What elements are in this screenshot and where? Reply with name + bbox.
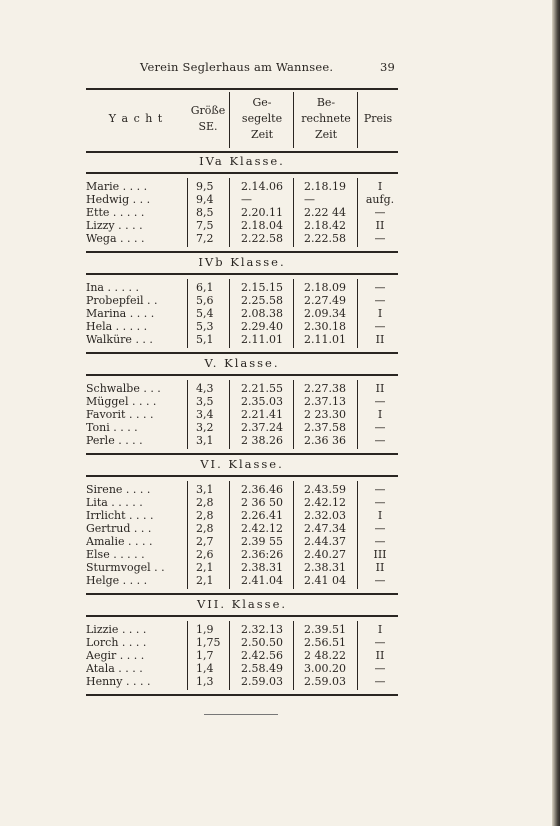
prize: — — [374, 496, 386, 509]
sailed-time: 2.20.11 — [241, 206, 283, 219]
calculated-time: 2.40.27 — [304, 548, 346, 561]
prize: — — [374, 206, 386, 219]
table-row — [86, 307, 398, 320]
yacht-name: Irrlicht . . . . — [86, 509, 154, 522]
class-top-rule — [86, 615, 398, 617]
sailed-time: 2.18.04 — [241, 219, 283, 232]
table-row — [86, 561, 398, 574]
prize: — — [374, 395, 386, 408]
page-number: 39 — [380, 60, 396, 74]
calculated-time: 2.39.51 — [304, 623, 346, 636]
yacht-size: 9,4 — [196, 193, 214, 206]
yacht-name: Marina . . . . — [86, 307, 155, 320]
table-row — [86, 219, 398, 232]
column-divider — [357, 178, 358, 247]
header-sailed-line1: Ge- — [252, 96, 272, 109]
header-size-line2: SE. — [198, 120, 218, 133]
yacht-name: Amalie . . . . — [86, 535, 153, 548]
class-top-rule — [86, 172, 398, 174]
yacht-name: Toni . . . . — [86, 421, 138, 434]
prize: — — [374, 535, 386, 548]
yacht-size: 5,1 — [196, 333, 214, 346]
prize: III — [373, 548, 387, 561]
column-divider — [229, 279, 230, 348]
yacht-size: 7,2 — [196, 232, 214, 245]
column-divider — [187, 621, 188, 690]
table-row — [86, 320, 398, 333]
column-divider — [229, 621, 230, 690]
yacht-size: 1,9 — [196, 623, 214, 636]
calculated-time: — — [304, 193, 315, 206]
prize: II — [375, 333, 385, 346]
yacht-size: 1,75 — [196, 636, 221, 649]
header-divider — [357, 92, 358, 148]
calculated-time: 2.32.03 — [304, 509, 346, 522]
prize: I — [377, 180, 383, 193]
prize: — — [374, 483, 386, 496]
prize: II — [375, 382, 385, 395]
yacht-size: 3,4 — [196, 408, 214, 421]
yacht-name: Walküre . . . — [86, 333, 153, 346]
yacht-name: Ette . . . . . — [86, 206, 145, 219]
table-row — [86, 522, 398, 535]
calculated-time: 2 48.22 — [304, 649, 346, 662]
class-heading: IVa Klasse. — [199, 154, 285, 168]
prize: — — [374, 662, 386, 675]
header-size-line1: Größe — [190, 104, 226, 117]
calculated-time: 2.36 36 — [304, 434, 346, 447]
yacht-size: 3,1 — [196, 434, 214, 447]
prize: — — [374, 636, 386, 649]
sailed-time: 2.29.40 — [241, 320, 283, 333]
calculated-time: 2.09.34 — [304, 307, 346, 320]
yacht-size: 1,4 — [196, 662, 214, 675]
header-sailed-line3: Zeit — [250, 128, 274, 141]
column-divider — [187, 279, 188, 348]
calculated-time: 2.47.34 — [304, 522, 346, 535]
table-row — [86, 548, 398, 561]
column-divider — [229, 481, 230, 589]
sailed-time: 2.50.50 — [241, 636, 283, 649]
table-row — [86, 675, 398, 688]
table-row — [86, 662, 398, 675]
table-row — [86, 408, 398, 421]
column-divider — [357, 481, 358, 589]
sailed-time: 2.38.31 — [241, 561, 283, 574]
column-divider — [293, 481, 294, 589]
sailed-time: 2.15.15 — [241, 281, 283, 294]
prize: — — [374, 434, 386, 447]
yacht-size: 2,8 — [196, 522, 214, 535]
running-title: Verein Seglerhaus am Wannsee. — [140, 60, 334, 74]
calculated-time: 2.42.12 — [304, 496, 346, 509]
table-row — [86, 421, 398, 434]
calculated-time: 2.22.58 — [304, 232, 346, 245]
calculated-time: 2.38.31 — [304, 561, 346, 574]
table-row — [86, 281, 398, 294]
column-divider — [293, 380, 294, 449]
yacht-name: Atala . . . . — [86, 662, 143, 675]
calculated-time: 2.11.01 — [304, 333, 346, 346]
header-calculated-line1: Be- — [316, 96, 336, 109]
header-sailed-time — [230, 88, 294, 150]
yacht-size: 2,1 — [196, 561, 214, 574]
sailed-time: 2.21.41 — [241, 408, 283, 421]
yacht-size: 4,3 — [196, 382, 214, 395]
prize: II — [375, 649, 385, 662]
column-divider — [229, 178, 230, 247]
sailed-time: 2.36.46 — [241, 483, 283, 496]
prize: I — [377, 623, 383, 636]
class-bottom-rule — [86, 453, 398, 455]
header-prize-label: Preis — [363, 112, 393, 125]
calculated-time: 2.27.38 — [304, 382, 346, 395]
table-row — [86, 180, 398, 193]
prize: I — [377, 509, 383, 522]
prize: aufg. — [365, 193, 395, 206]
column-divider — [293, 178, 294, 247]
header-prize — [358, 88, 398, 150]
calculated-time: 2.44.37 — [304, 535, 346, 548]
yacht-name: Perle . . . . — [86, 434, 143, 447]
yacht-name: Lorch . . . . — [86, 636, 147, 649]
yacht-size: 2,8 — [196, 496, 214, 509]
table-row — [86, 206, 398, 219]
class-bottom-rule — [86, 593, 398, 595]
sailed-time: 2.36:26 — [241, 548, 284, 561]
class-heading: VI. Klasse. — [200, 457, 284, 471]
prize: — — [374, 294, 386, 307]
yacht-size: 3,1 — [196, 483, 214, 496]
calculated-time: 2 23.30 — [304, 408, 346, 421]
calculated-time: 2.59.03 — [304, 675, 346, 688]
sailed-time: 2.59.03 — [241, 675, 283, 688]
yacht-name: Henny . . . . — [86, 675, 151, 688]
yacht-size: 5,4 — [196, 307, 214, 320]
table-row — [86, 395, 398, 408]
calculated-time: 2.18.19 — [304, 180, 346, 193]
yacht-name: Sturmvogel . . — [86, 561, 165, 574]
yacht-size: 2,7 — [196, 535, 214, 548]
sailed-time: 2.39 55 — [241, 535, 283, 548]
yacht-name: Lizzy . . . . — [86, 219, 143, 232]
yacht-size: 7,5 — [196, 219, 214, 232]
yacht-name: Wega . . . . — [86, 232, 145, 245]
sailed-time: 2.08.38 — [241, 307, 283, 320]
column-divider — [229, 380, 230, 449]
column-divider — [293, 279, 294, 348]
sailed-time: 2.37.24 — [241, 421, 283, 434]
sailed-time: 2 36 50 — [241, 496, 283, 509]
yacht-name: Schwalbe . . . — [86, 382, 161, 395]
yacht-name: Helge . . . . — [86, 574, 148, 587]
calculated-time: 2.37.58 — [304, 421, 346, 434]
yacht-size: 3,2 — [196, 421, 214, 434]
header-sailed-line2: segelte — [241, 112, 283, 125]
yacht-name: Else . . . . . — [86, 548, 145, 561]
header-divider — [229, 92, 230, 148]
prize: — — [374, 320, 386, 333]
sailed-time: 2.32.13 — [241, 623, 283, 636]
table-row — [86, 434, 398, 447]
table-row — [86, 636, 398, 649]
table-row — [86, 483, 398, 496]
yacht-name: Lizzie . . . . — [86, 623, 147, 636]
sailed-time: 2.11.01 — [241, 333, 283, 346]
yacht-size: 6,1 — [196, 281, 214, 294]
prize: — — [374, 281, 386, 294]
table-row — [86, 649, 398, 662]
calculated-time: 2.18.42 — [304, 219, 346, 232]
class-heading: V. Klasse. — [204, 356, 280, 370]
header-calculated-time — [294, 88, 358, 150]
yacht-name: Hela . . . . . — [86, 320, 148, 333]
column-divider — [187, 380, 188, 449]
calculated-time: 2.41 04 — [304, 574, 346, 587]
prize: — — [374, 232, 386, 245]
calculated-time: 2.30.18 — [304, 320, 346, 333]
class-top-rule — [86, 475, 398, 477]
calculated-time: 2.56.51 — [304, 636, 346, 649]
sailed-time: 2.14.06 — [241, 180, 283, 193]
header-yacht-label: Y a c h t — [108, 112, 164, 125]
prize: — — [374, 675, 386, 688]
header-bottom-rule — [86, 151, 398, 153]
yacht-name: Müggel . . . . — [86, 395, 157, 408]
class-heading: VII. Klasse. — [196, 597, 288, 611]
yacht-name: Favorit . . . . — [86, 408, 154, 421]
table-row — [86, 535, 398, 548]
class-top-rule — [86, 273, 398, 275]
calculated-time: 2.18.09 — [304, 281, 346, 294]
prize: — — [374, 421, 386, 434]
calculated-time: 2.43.59 — [304, 483, 346, 496]
header-calculated-line2: rechnete — [301, 112, 351, 125]
yacht-size: 8,5 — [196, 206, 214, 219]
class-heading: IVb Klasse. — [198, 255, 286, 269]
yacht-name: Ina . . . . . — [86, 281, 139, 294]
column-divider — [357, 279, 358, 348]
calculated-time: 2.22 44 — [304, 206, 346, 219]
yacht-size: 2,1 — [196, 574, 214, 587]
table-row — [86, 232, 398, 245]
table-row — [86, 294, 398, 307]
page-edge-shadow — [552, 0, 560, 826]
table-row — [86, 193, 398, 206]
sailed-time: 2.58.49 — [241, 662, 283, 675]
yacht-size: 5,3 — [196, 320, 214, 333]
table-row — [86, 574, 398, 587]
class-top-rule — [86, 374, 398, 376]
sailed-time: 2.35.03 — [241, 395, 283, 408]
yacht-size: 3,5 — [196, 395, 214, 408]
yacht-size: 2,6 — [196, 548, 214, 561]
sailed-time: 2 38.26 — [241, 434, 283, 447]
table-row — [86, 333, 398, 346]
class-bottom-rule — [86, 251, 398, 253]
yacht-size: 1,3 — [196, 675, 214, 688]
sailed-time: 2.26.41 — [241, 509, 283, 522]
header-divider — [293, 92, 294, 148]
sailed-time: 2.42.56 — [241, 649, 283, 662]
running-head — [0, 60, 552, 76]
prize: — — [374, 574, 386, 587]
sailed-time: 2.25.58 — [241, 294, 283, 307]
header-yacht — [86, 88, 186, 150]
sailed-time: 2.22.58 — [241, 232, 283, 245]
calculated-time: 2.37.13 — [304, 395, 346, 408]
prize: I — [377, 307, 383, 320]
class-bottom-rule — [86, 694, 398, 696]
sailed-time: 2.21.55 — [241, 382, 283, 395]
sailed-time: — — [241, 193, 252, 206]
yacht-name: Hedwig . . . — [86, 193, 151, 206]
yacht-size: 5,6 — [196, 294, 214, 307]
prize: II — [375, 219, 385, 232]
yacht-name: Lita . . . . . — [86, 496, 143, 509]
calculated-time: 3.00.20 — [304, 662, 346, 675]
header-calculated-line3: Zeit — [314, 128, 338, 141]
yacht-name: Aegir . . . . — [86, 649, 145, 662]
column-divider — [357, 380, 358, 449]
yacht-name: Gertrud . . . — [86, 522, 152, 535]
header-size — [186, 88, 230, 150]
table-row — [86, 509, 398, 522]
yacht-name: Sirene . . . . — [86, 483, 151, 496]
column-divider — [187, 178, 188, 247]
sailed-time: 2.42.12 — [241, 522, 283, 535]
prize: — — [374, 522, 386, 535]
column-divider — [357, 621, 358, 690]
yacht-size: 2,8 — [196, 509, 214, 522]
table-row — [86, 623, 398, 636]
prize: II — [375, 561, 385, 574]
column-divider — [187, 481, 188, 589]
table-row — [86, 382, 398, 395]
yacht-name: Marie . . . . — [86, 180, 148, 193]
class-bottom-rule — [86, 352, 398, 354]
yacht-size: 9,5 — [196, 180, 214, 193]
end-rule — [204, 714, 278, 715]
prize: I — [377, 408, 383, 421]
calculated-time: 2.27.49 — [304, 294, 346, 307]
column-divider — [293, 621, 294, 690]
sailed-time: 2.41.04 — [241, 574, 283, 587]
yacht-size: 1,7 — [196, 649, 214, 662]
yacht-name: Probepfeil . . — [86, 294, 158, 307]
table-row — [86, 496, 398, 509]
